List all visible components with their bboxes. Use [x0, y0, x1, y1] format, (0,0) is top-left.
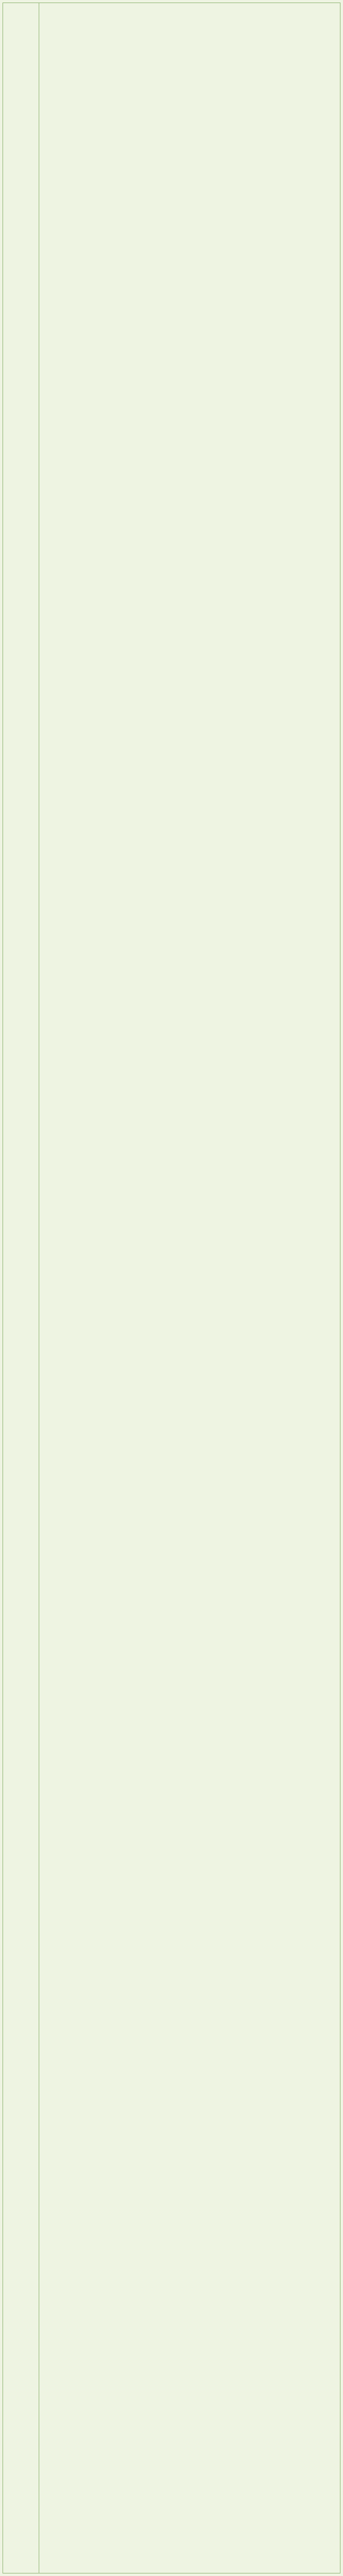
- schedule-table: [2, 2, 341, 2574]
- group-label: [3, 3, 39, 2573]
